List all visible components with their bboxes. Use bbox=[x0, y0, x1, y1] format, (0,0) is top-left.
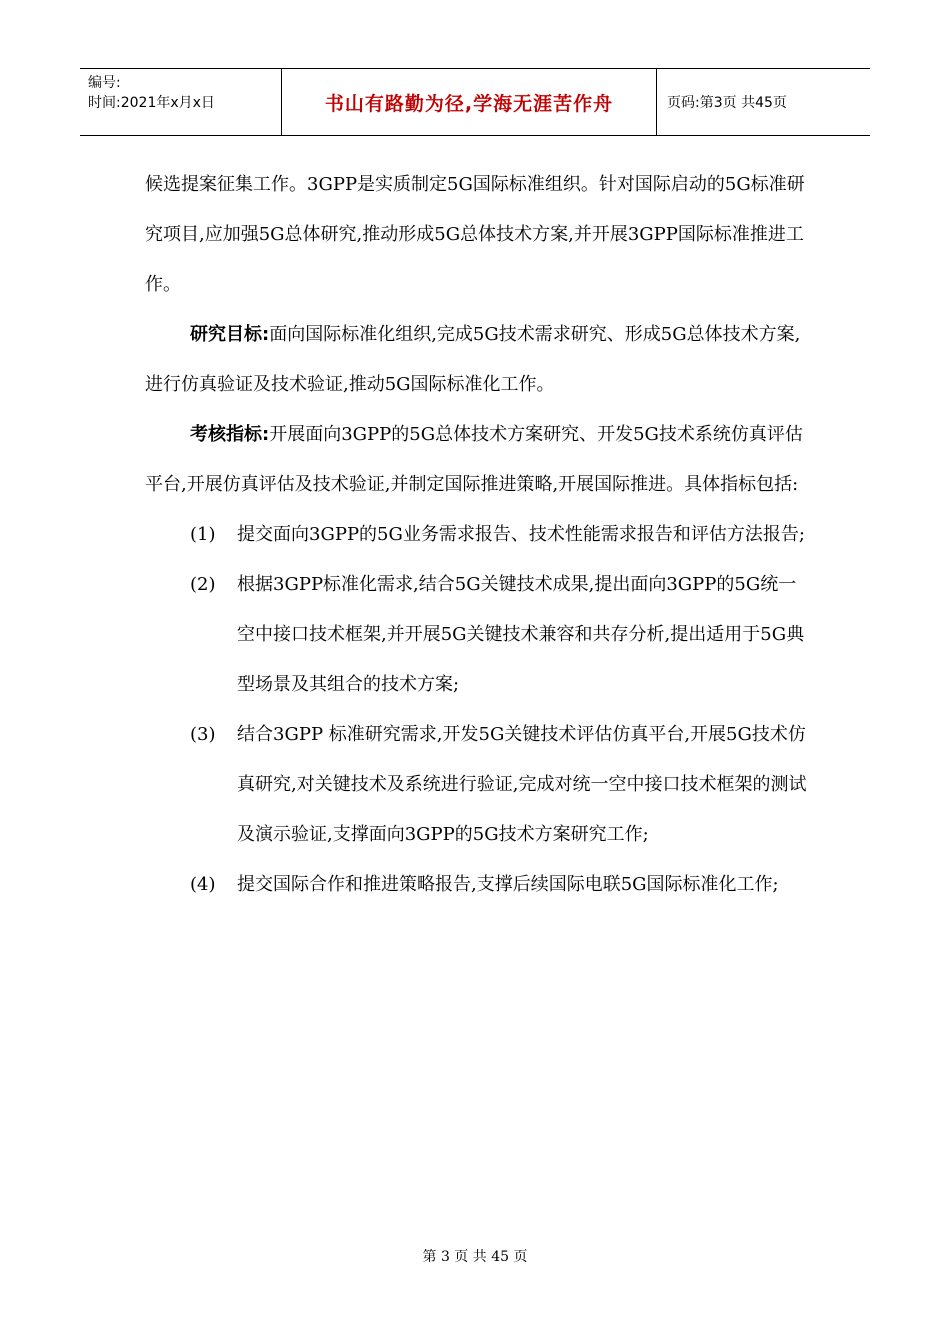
header-page-label: 页码:第3页 共45页 bbox=[667, 95, 787, 111]
document-body bbox=[145, 160, 810, 910]
kpi-text: 开展面向3GPP的5G总体技术方案研究、开发5G技术系统仿真评估平台,开展仿真评估及技术验证,并制定国际推进策略,开展国际推进。具体指标包括: bbox=[145, 424, 803, 495]
list-item-text: 提交国际合作和推进策略报告,支撑后续国际电联5G国际标准化工作; bbox=[237, 874, 779, 895]
list-item-number: (3) bbox=[190, 724, 216, 745]
document-time: 时间:2021年x月x日 bbox=[88, 95, 215, 111]
list-item bbox=[145, 510, 810, 560]
goal-label: 研究目标: bbox=[190, 324, 270, 345]
list-item-number: (2) bbox=[190, 574, 216, 595]
list-item bbox=[145, 710, 810, 860]
header-motto: 书山有路勤为径,学海无涯苦作舟 bbox=[282, 69, 657, 135]
kpi-label: 考核指标: bbox=[190, 424, 270, 445]
goal-text: 面向国际标准化组织,完成5G技术需求研究、形成5G总体技术方案,进行仿真验证及技术验证,推动5G国际标准化工作。 bbox=[145, 324, 801, 395]
list-item-text: 提交面向3GPP的5G业务需求报告、技术性能需求报告和评估方法报告; bbox=[237, 524, 805, 545]
paragraph-intro: 候选提案征集工作。3GPP是实质制定5G国际标准组织。针对国际启动的5G标准研究项目,应加强5G总体研究,推动形成5G总体技术方案,并开展3GPP国际标准推进工作。 bbox=[145, 174, 805, 295]
kpi-list bbox=[145, 510, 810, 910]
list-item-text: 根据3GPP标准化需求,结合5G关键技术成果,提出面向3GPP的5G统一空中接口技术框架,并开展5G关键技术兼容和共存分析,提出适用于5G典型场景及其组合的技术方案; bbox=[237, 574, 805, 695]
list-item bbox=[145, 860, 810, 910]
list-item-text: 结合3GPP 标准研究需求,开发5G关键技术评估仿真平台,开展5G技术仿真研究,对关键技术及系统进行验证,完成对统一空中接口技术框架的测试及演示验证,支撑面向3GPP的5G技术方案研究工作; bbox=[237, 724, 807, 845]
header-meta bbox=[80, 69, 282, 135]
list-item-number: (1) bbox=[190, 524, 216, 545]
paragraph-goal bbox=[145, 310, 810, 410]
document-number-label: 编号: bbox=[88, 75, 121, 91]
page-header bbox=[80, 68, 870, 136]
page-footer: 第 3 页 共 45 页 bbox=[422, 1249, 528, 1265]
list-item-number: (4) bbox=[190, 874, 216, 895]
header-page-info bbox=[657, 69, 870, 135]
paragraph-kpi bbox=[145, 410, 810, 510]
list-item bbox=[145, 560, 810, 710]
